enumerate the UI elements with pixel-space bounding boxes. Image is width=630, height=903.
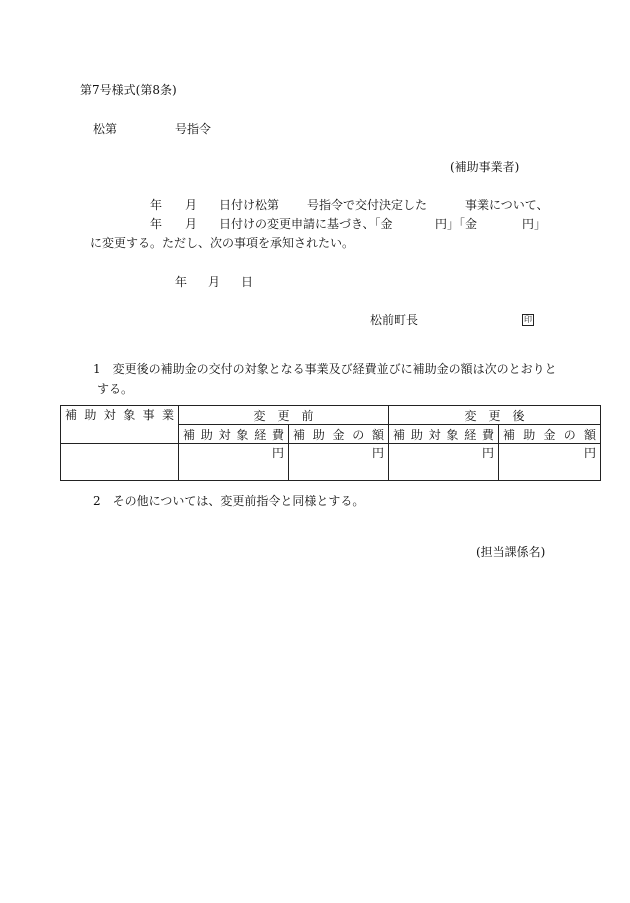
notice-line2-year: 年 (150, 217, 163, 231)
form-number: 第7号様式(第8条) (80, 83, 177, 97)
notice-line1-year: 年 (150, 198, 163, 212)
subheader-before-expense: 補助対象経費 (179, 425, 289, 444)
subheader-after-expense: 補助対象経費 (389, 425, 499, 444)
cell-project (61, 444, 179, 481)
notice-line2-date: 日付けの変更申請に基づき、「金 (219, 217, 393, 231)
subheader-before-amount: 補助金の額 (289, 425, 389, 444)
addressee: (補助事業者) (450, 160, 520, 174)
issue-number-suffix: 号指令 (175, 122, 212, 136)
cell-after-expense-yen: 円 (389, 444, 499, 481)
notice-line3: に変更する。ただし、次の事項を承知されたい。 (90, 236, 355, 250)
subheader-after-amount: 補助金の額 (499, 425, 601, 444)
date-year: 年 (175, 275, 188, 289)
notice-line2-yen1: 円」「金 (435, 217, 478, 231)
notice-line1-order: 号指令で交付決定した (307, 198, 428, 212)
cell-before-amount-yen: 円 (289, 444, 389, 481)
person-in-charge: (担当課係名) (476, 545, 546, 559)
header-after: 変 更 後 (389, 406, 601, 425)
cell-after-amount-yen: 円 (499, 444, 601, 481)
notice-line1-month: 月 (185, 198, 198, 212)
header-before: 変 更 前 (179, 406, 389, 425)
signatory-title: 松前町長 (370, 313, 419, 327)
header-project: 補助対象事業 (61, 406, 179, 444)
seal-mark: 印 (524, 315, 532, 324)
notice-line2-yen2: 円」 (522, 217, 547, 231)
notice-line1-date: 日付け松第 (219, 198, 280, 212)
cell-before-expense-yen: 円 (179, 444, 289, 481)
notice-line1-project: 事業について、 (465, 198, 549, 212)
item2: 2 その他については、変更前指令と同様とする。 (93, 494, 365, 508)
date-day: 日 (241, 275, 254, 289)
item1-line2: する。 (97, 382, 134, 396)
item1-line1: 1 変更後の補助金の交付の対象となる事業及び経費並びに補助金の額は次のとおりと (93, 362, 557, 376)
notice-line2-month: 月 (185, 217, 198, 231)
issue-number-prefix: 松第 (93, 122, 118, 136)
subsidy-table (60, 405, 601, 481)
date-month: 月 (208, 275, 221, 289)
